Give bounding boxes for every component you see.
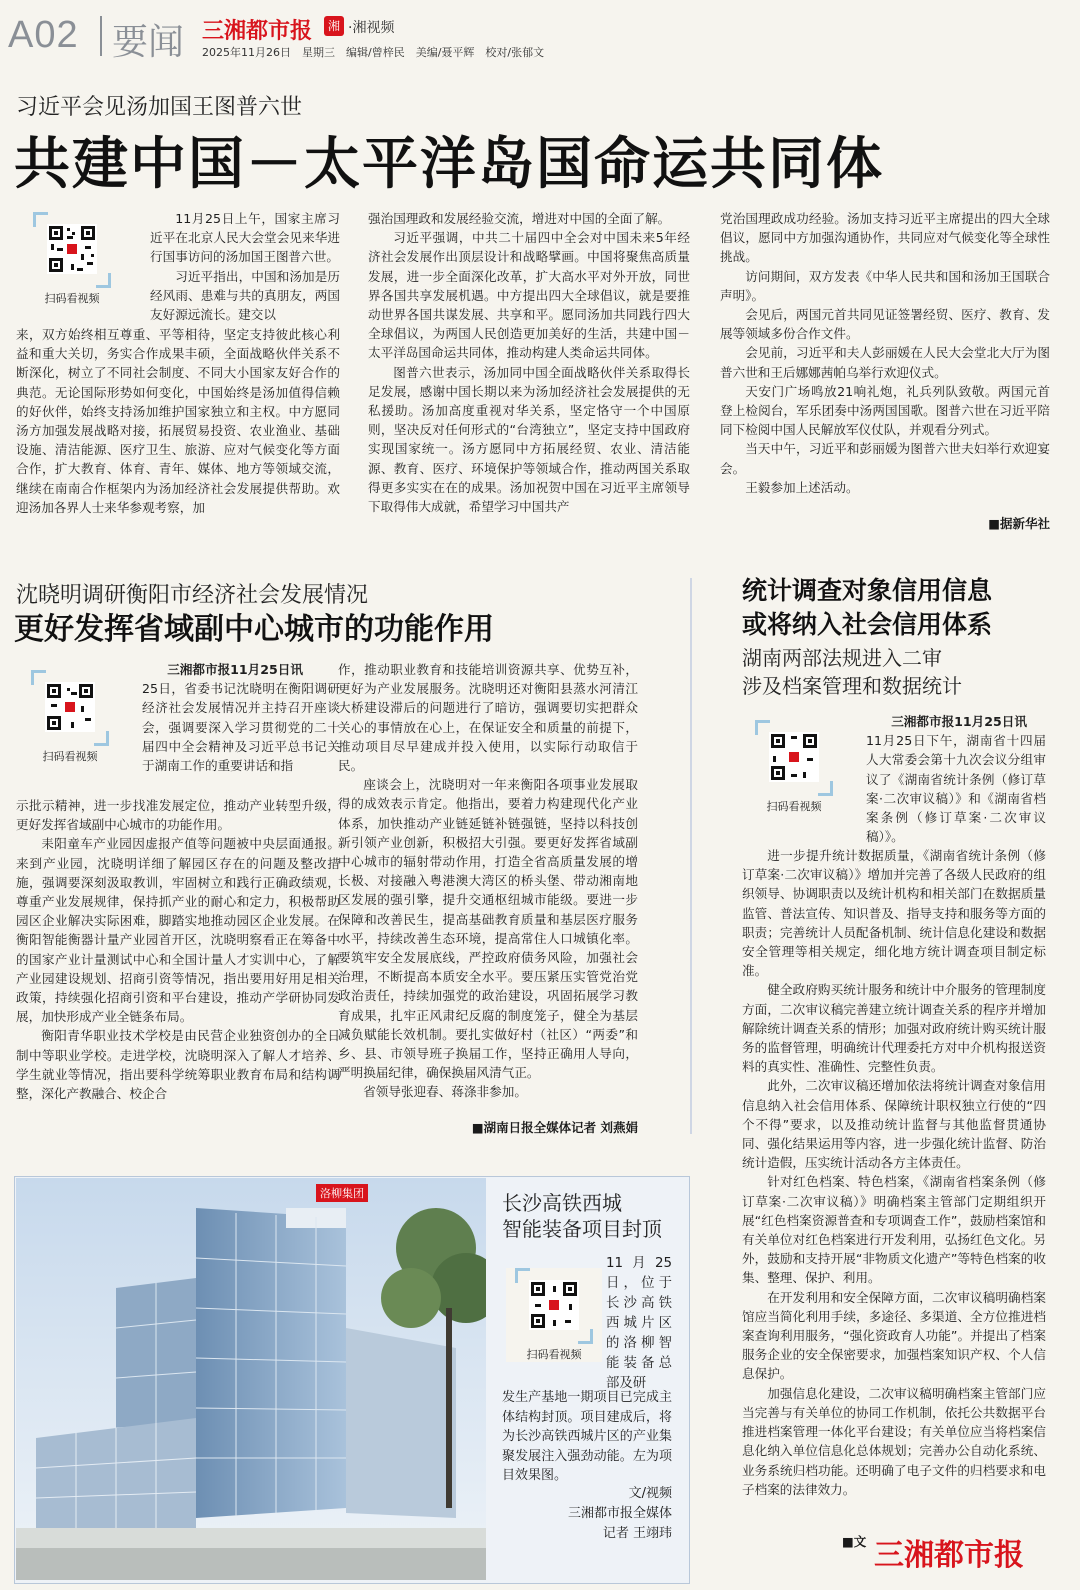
credit-line: 文/视频 [628,1486,672,1501]
story3-source: ■文 [842,1534,867,1549]
lead-source: ■据新华社 [988,516,1050,531]
paragraph: 省领导张迎春、蒋涤非参加。 [363,1084,527,1100]
photo-story-credits [502,1484,672,1544]
paragraph: 图普六世表示，汤加同中国全面战略伙伴关系取得长足发展，感谢中国长期以来为汤加经济社会发展提供的无私援助。汤加高度重视对华关系，坚定恪守一个中国原则，坚决反对任何形式的“台湾独立”，坚定支持中国政府实现国家统一。汤方愿同中方拓展经贸、农业、清洁能源、教育、医疗、环境保护等领域合作，推动两国关系取得更多实实在在的成果。汤加祝贺中国在习近平主席领导下取得伟大成就，希望学习中国共产 [368,364,690,515]
qr-code-story3[interactable] [746,720,842,814]
story2-col1-bottom [16,796,340,1103]
paragraph: 天安门广场鸣放21响礼炮，礼兵列队致敬。两国元首登上检阅台，军乐团奏中汤两国国歌。图普六世在习近平陪同下检阅中国人民解放军仪仗队，并观看分列式。 [720,383,1050,438]
paragraph: 强治国理政和发展经验交流，增进对中国的全面了解。 [368,211,671,226]
paragraph: 座谈会上，沈晓明对一年来衡阳各项事业发展取得的成效表示肯定。他指出，要着力构建现代化产业体系，加快推动产业链延链补链强链，坚持以科技创新引领产业创新，积极招大引强。要更好发挥省域副中心城市的辐射带动作用，打造全省高质量发展的增长极、对接融入粤港澳大湾区的桥头堡、带动湘南地区发展的强引擎，提升交通枢纽城市能级。要进一步保障和改善民生，提高基础教育质量和基层医疗服务水平，持续改善生态环境，提高常住人口城镇化率。要筑牢安全发展底线，严控政府债务风险，加强社会治理，不断提高本质安全水平。要压紧压实管党治党政治责任，持续加强党的政治建设，巩固拓展学习教育成果，扎牢正风肃纪反腐的制度笼子，健全为基层减负赋能长效机制。要扎实做好村（社区）“两委”和乡、县、市领导班子换届工作，坚持正确用人导向，严明换届纪律，确保换届风清气正。 [338,777,638,1081]
footer-logo: 三湘都市报 [874,1538,1024,1573]
qr-label: 扫码看视频 [42,750,98,763]
qr-label: 扫码看视频 [526,1348,582,1361]
title-line: 智能装备项目封顶 [502,1217,662,1241]
subhead-line: 湖南两部法规进入二审 [742,646,942,670]
masthead-subbrand: ·湘视频 [348,20,395,36]
headline-line: 或将纳入社会信用体系 [742,610,993,639]
paragraph: 在开发利用和安全保障方面，二次审议稿明确档案馆应当简化利用手续，多途径、多渠道、全方位推进档案查询利用服务，“强化资政育人功能”。并提出了档案服务企业的安全保密要求，加强档案知识产权、个人信息保护。 [742,1289,1046,1382]
paragraph: 耒阳童车产业园因虚报产值等问题被中央层面通报。来到产业园，沈晓明详细了解园区存在的问题及整改措施，强调要深刻汲取教训，牢固树立和践行正确政绩观，尊重产业发展规律，保持抓产业的耐心和定力，积极帮助园区企业解决实际困难，脚踏实地推动园区企业发展。在衡阳智能衡器计量产业园首开区，沈晓明察看正在筹备中的国家产业计量测试中心和全国计量人才实训中心，了解产业园建设规划、招商引资等情况，指出要用好用足相关政策，持续强化招商引资和平台建设，推动产学研协同发展，加快形成产业全链条布局。 [16,836,340,1025]
paragraph: 进一步提升统计数据质量，《湖南省统计条例（修订草案·二次审议稿）》增加并完善了各级人民政府的组织领导、协调职责以及统计机构和相关部门在数据质量监管、普法宣传、知识普及、指导支持和服务等方面的职责；完善统计人员配备机制、统计信息化建设和数据安全管理等相关规定，细化地方统计调查项目制定标准。 [742,848,1046,979]
lead-col1-top [150,209,340,324]
qr-code-icon [45,682,95,732]
paragraph: 习近平强调，中共二十届四中全会对中国未来5年经济社会发展作出顶层设计和战略擘画。中国将聚焦高质量发展，进一步全面深化改革，扩大高水平对外开放，同世界各国共享发展机遇。中方提出四大全球倡议，就是要推动世界各国共谋发展、共享和平。愿同汤加共同践行四大全球倡议，为两国人民创造更加美好的生活，共建中国－太平洋岛国命运共同体，推动构建人类命运共同体。 [368,230,690,361]
paragraph: 会见前，习近平和夫人彭丽媛在人民大会堂北大厅为图普六世和王后娜娜茜帕乌举行欢迎仪式。 [720,345,1050,380]
headline-line: 统计调查对象信用信息 [742,576,993,605]
story2-col2 [338,660,638,1102]
paragraph: 加强信息化建设，二次审议稿明确档案主管部门应当完善与有关单位的协同工作机制，依托公共数据平台推进档案管理一体化平台建设；有关单位应当将档案信息化纳入单位信息化总体规划；完善办公自动化系统、业务系统归档功能。还明确了电子文件的归档要求和电子档案的法律效力。 [742,1385,1046,1497]
masthead: 三湘都市报 [202,19,313,44]
qr-code-photo-story[interactable] [506,1268,602,1362]
qr-code-story2[interactable] [22,670,118,764]
story2-kicker: 沈晓明调研衡阳市经济社会发展情况 [16,583,369,608]
masthead-badge: 湘 [324,16,344,36]
story2-dateline: 三湘都市报11月25日讯 [167,662,303,677]
story2-col1-top [142,660,340,775]
paragraph: 作，推动职业教育和技能培训资源共享、优势互补，更好为产业发展服务。沈晓明还对衡阳县蒸水河清江大桥建设滞后的问题进行了暗访，强调要切实把群众关心的事情放在心上，在保证安全和质量的前提下，推动项目尽早建成并投入使用，以实际行动取信于民。 [338,662,638,774]
qr-code-icon [769,732,819,782]
credit-line: 三湘都市报全媒体 [567,1506,672,1521]
photo-story-text-top [606,1254,672,1394]
paragraph: 发生产基地一期项目已完成主体结构封顶。项目建成后，将为长沙高铁西城片区的产业集聚发展注入强劲动能。左为项目效果图。 [502,1390,672,1484]
photo-story-text-bottom [502,1388,672,1486]
issue-dateline: 2025年11月26日 星期三 编辑/曾梓民 美编/聂平辉 校对/张郁文 [202,46,545,59]
paragraph: 习近平指出，中国和汤加是历经风雨、患难与共的真朋友，两国友好源远流长。建交以 [150,268,340,323]
story2-headline: 更好发挥省域副中心城市的功能作用 [14,612,494,647]
qr-code-icon [529,1280,579,1330]
story2-source: ■湖南日报全媒体记者 刘燕娟 [471,1120,638,1135]
paragraph: 会见后，两国元首共同见证签署经贸、医疗、教育、发展等领域多份合作文件。 [720,307,1050,342]
lead-col2 [368,209,690,516]
section-name: 要闻 [112,22,185,63]
story3-headline [742,574,992,642]
paragraph: 此外，二次审议稿还增加依法将统计调查对象信用信息纳入社会信用体系、保障统计职权独立行使的“四个不得”要求，以及推动统计监督与其他监督贯通协同、强化结果运用等内容，进一步强化统计监督、防治统计造假，压实统计活动各方主体责任。 [742,1078,1046,1171]
project-rendering-image [16,1178,486,1580]
column-divider [690,578,692,1134]
page-number: A02 [8,14,79,56]
paragraph: 示批示精神，进一步找准发展定位，推动产业转型升级，更好发挥省域副中心城市的功能作用。 [16,798,340,833]
title-line: 长沙高铁西城 [502,1191,622,1215]
credit-line: 记者 王翊玮 [602,1526,672,1541]
paragraph: 来，双方始终相互尊重、平等相待，坚定支持彼此核心利益和重大关切，务实合作成果丰硕，全面战略伙伴关系不断深化，树立了不同社会制度、不同大小国家友好合作的典范。无论国际形势如何变化，中国始终是汤加值得信赖的好伙伴，始终支持汤加维护国家独立和主权。中方愿同汤方加强发展战略对接，拓展贸易投资、农业渔业、基础设施、清洁能源、医疗卫生、旅游、应对气候变化等方面合作，扩大教育、体育、青年、媒体、地方等领域交流，继续在南南合作框架内为汤加经济社会发展提供帮助。欢迎汤加各界人士来华参观考察，加 [16,327,340,515]
paragraph: 王毅参加上述活动。 [745,479,859,495]
paragraph: 11月25日，位于长沙高铁西城片区的洛柳智能装备总部及研 [606,1256,672,1391]
lead-headline: 共建中国－太平洋岛国命运共同体 [14,132,884,197]
paragraph: 健全政府购买统计服务和统计中介服务的管理制度方面，二次审议稿完善建立统计调查关系的程序并增加解除统计调查关系的情形；加强对政府统计购买统计服务的监督管理，明确统计代理委托方对中介机构报送资料的真实性、准确性、完整性负责。 [742,982,1046,1075]
photo-story-title [502,1190,662,1242]
paragraph: 衡阳青华职业技术学校是由民营企业独资创办的全日制中等职业学校。走进学校，沈晓明深入了解人才培养、学生就业等情况，指出要科学统筹职业教育布局和结构调整，深化产教融合、校企合 [16,1028,340,1102]
story3-subhead [742,644,962,700]
subhead-line: 涉及档案管理和数据统计 [742,674,962,698]
lead-kicker: 习近平会见汤加国王图普六世 [16,95,303,120]
building-sign: 洛柳集团 [316,1184,368,1202]
qr-code-lead[interactable] [24,212,120,306]
story3-top [866,712,1046,846]
paragraph: 25日，省委书记沈晓明在衡阳调研经济社会发展情况并主持召开座谈会，强调要深入学习贯彻党的二十届四中全会精神及习近平总书记关于湖南工作的重要讲话和指 [142,681,340,774]
story3-body [742,846,1046,1499]
paragraph: 当天中午，习近平和彭丽媛为图普六世夫妇举行欢迎宴会。 [720,441,1050,476]
qr-label: 扫码看视频 [44,292,100,305]
paragraph: 11月25日下午，湖南省十四届人大常委会第十九次会议分组审议了《湖南省统计条例（修订草案·二次审议稿）》和《湖南省档案条例（修订草案·二次审议稿）》。 [866,733,1046,845]
paragraph: 访问期间，双方发表《中华人民共和国和汤加王国联合声明》。 [720,268,1050,303]
qr-label: 扫码看视频 [766,800,822,813]
paragraph: 11月25日上午，国家主席习近平在北京人民大会堂会见来华进行国事访问的汤加国王图普六世。 [150,211,340,265]
header-divider [100,16,102,56]
lead-col3 [720,209,1050,497]
building-illustration [16,1178,486,1580]
lead-col1-bottom [16,325,340,517]
story3-dateline: 三湘都市报11月25日讯 [891,714,1027,729]
paragraph: 党治国理政成功经验。汤加支持习近平主席提出的四大全球倡议，愿同中方加强沟通协作，共同应对气候变化等全球性挑战。 [720,211,1050,265]
paragraph: 针对红色档案、特色档案，《湖南省档案条例（修订草案·二次审议稿）》明确档案主管部门定期组织开展“红色档案资源普查和专项调查工作”，鼓励档案馆和有关单位对红色档案进行开发利用，弘扬红色文化。另外，鼓励和支持开展“非物质文化遗产”等特色档案的收集、整理、保护、利用。 [742,1174,1046,1286]
qr-code-icon [47,224,97,274]
